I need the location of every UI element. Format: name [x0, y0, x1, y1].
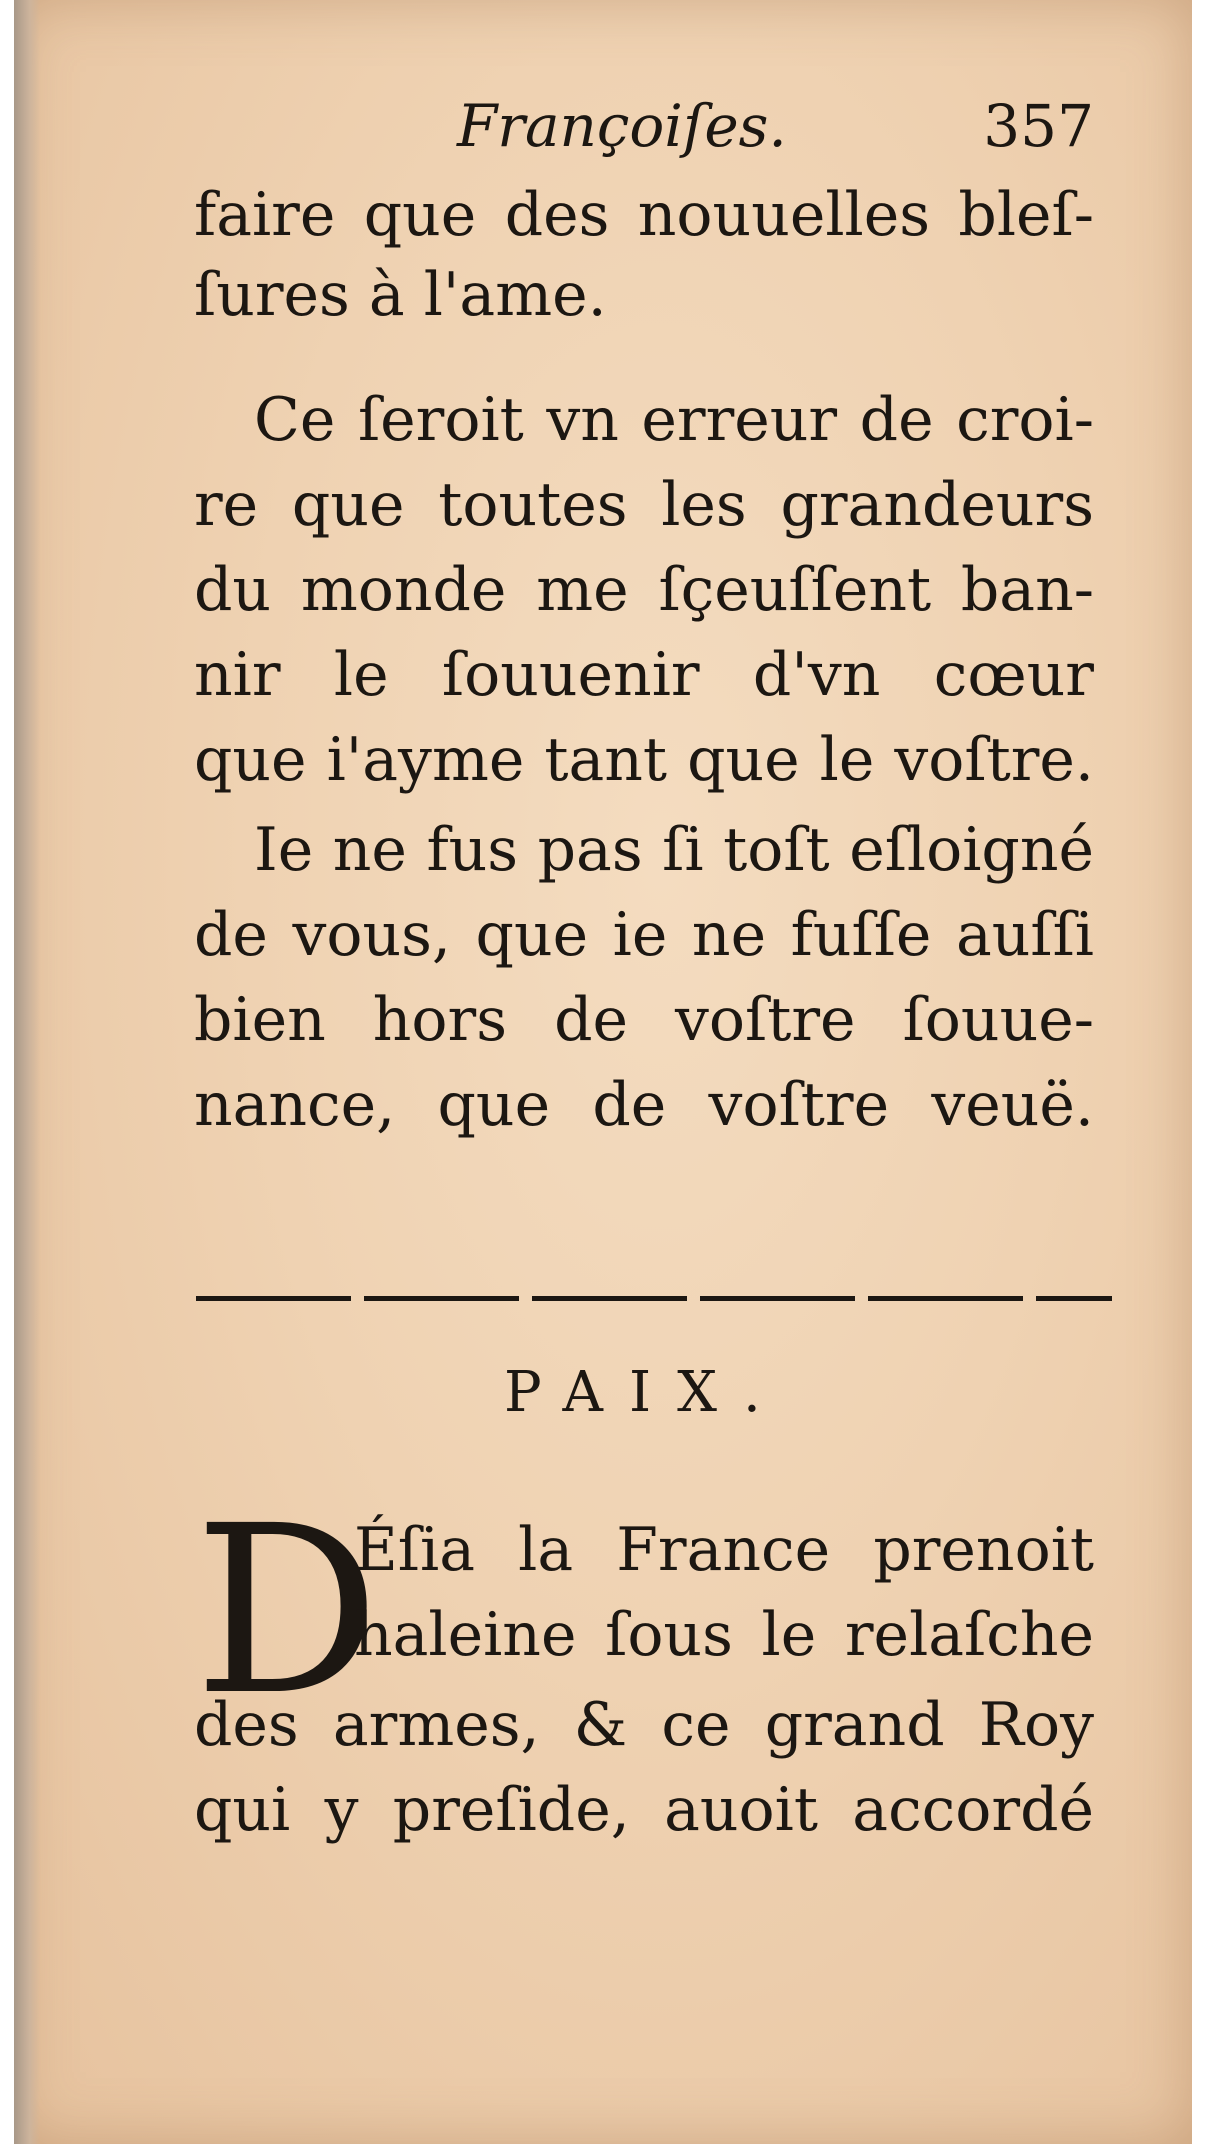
text-line: Ie ne fus pas ſi toſt eſloigné	[254, 815, 1094, 885]
text-line: de vous, que ie ne fuſſe auſſi	[194, 900, 1094, 970]
text-line: des armes, & ce grand Roy	[194, 1690, 1094, 1760]
section-title: PAIX.	[504, 1360, 787, 1425]
rule-segment	[1036, 1296, 1112, 1301]
text-line: nir le ſouuenir d'vn cœur	[194, 640, 1094, 710]
rule-segment	[364, 1296, 519, 1301]
page-header	[194, 92, 1094, 172]
text-line: Ce ſeroit vn erreur de croi-	[254, 385, 1094, 455]
running-title: Françoiſes.	[457, 92, 787, 160]
text-line: faire que des nouuelles bleſ-	[194, 180, 1094, 250]
rule-segment	[196, 1296, 351, 1301]
page-scan	[14, 0, 1192, 2144]
text-line: re que toutes les grandeurs	[194, 470, 1094, 540]
text-line: ſures à l'ame.	[194, 260, 607, 330]
text-line: haleine ſous le relaſche	[354, 1600, 1094, 1670]
text-line: qui y preſide, auoit accordé	[194, 1775, 1094, 1845]
text-line: du monde me ſçeuſſent ban-	[194, 555, 1094, 625]
drop-cap: D	[194, 1476, 381, 1746]
text-line: Éſia la France prenoit	[354, 1515, 1094, 1585]
text-line: nance, que de voſtre veuë.	[194, 1070, 1094, 1140]
text-line: que i'ayme tant que le voſtre.	[194, 725, 1094, 795]
rule-segment	[700, 1296, 855, 1301]
ornamental-rule	[194, 1288, 1114, 1308]
rule-segment	[532, 1296, 687, 1301]
rule-segment	[868, 1296, 1023, 1301]
page-number: 357	[983, 92, 1094, 160]
text-line: bien hors de voſtre ſouue-	[194, 985, 1094, 1055]
